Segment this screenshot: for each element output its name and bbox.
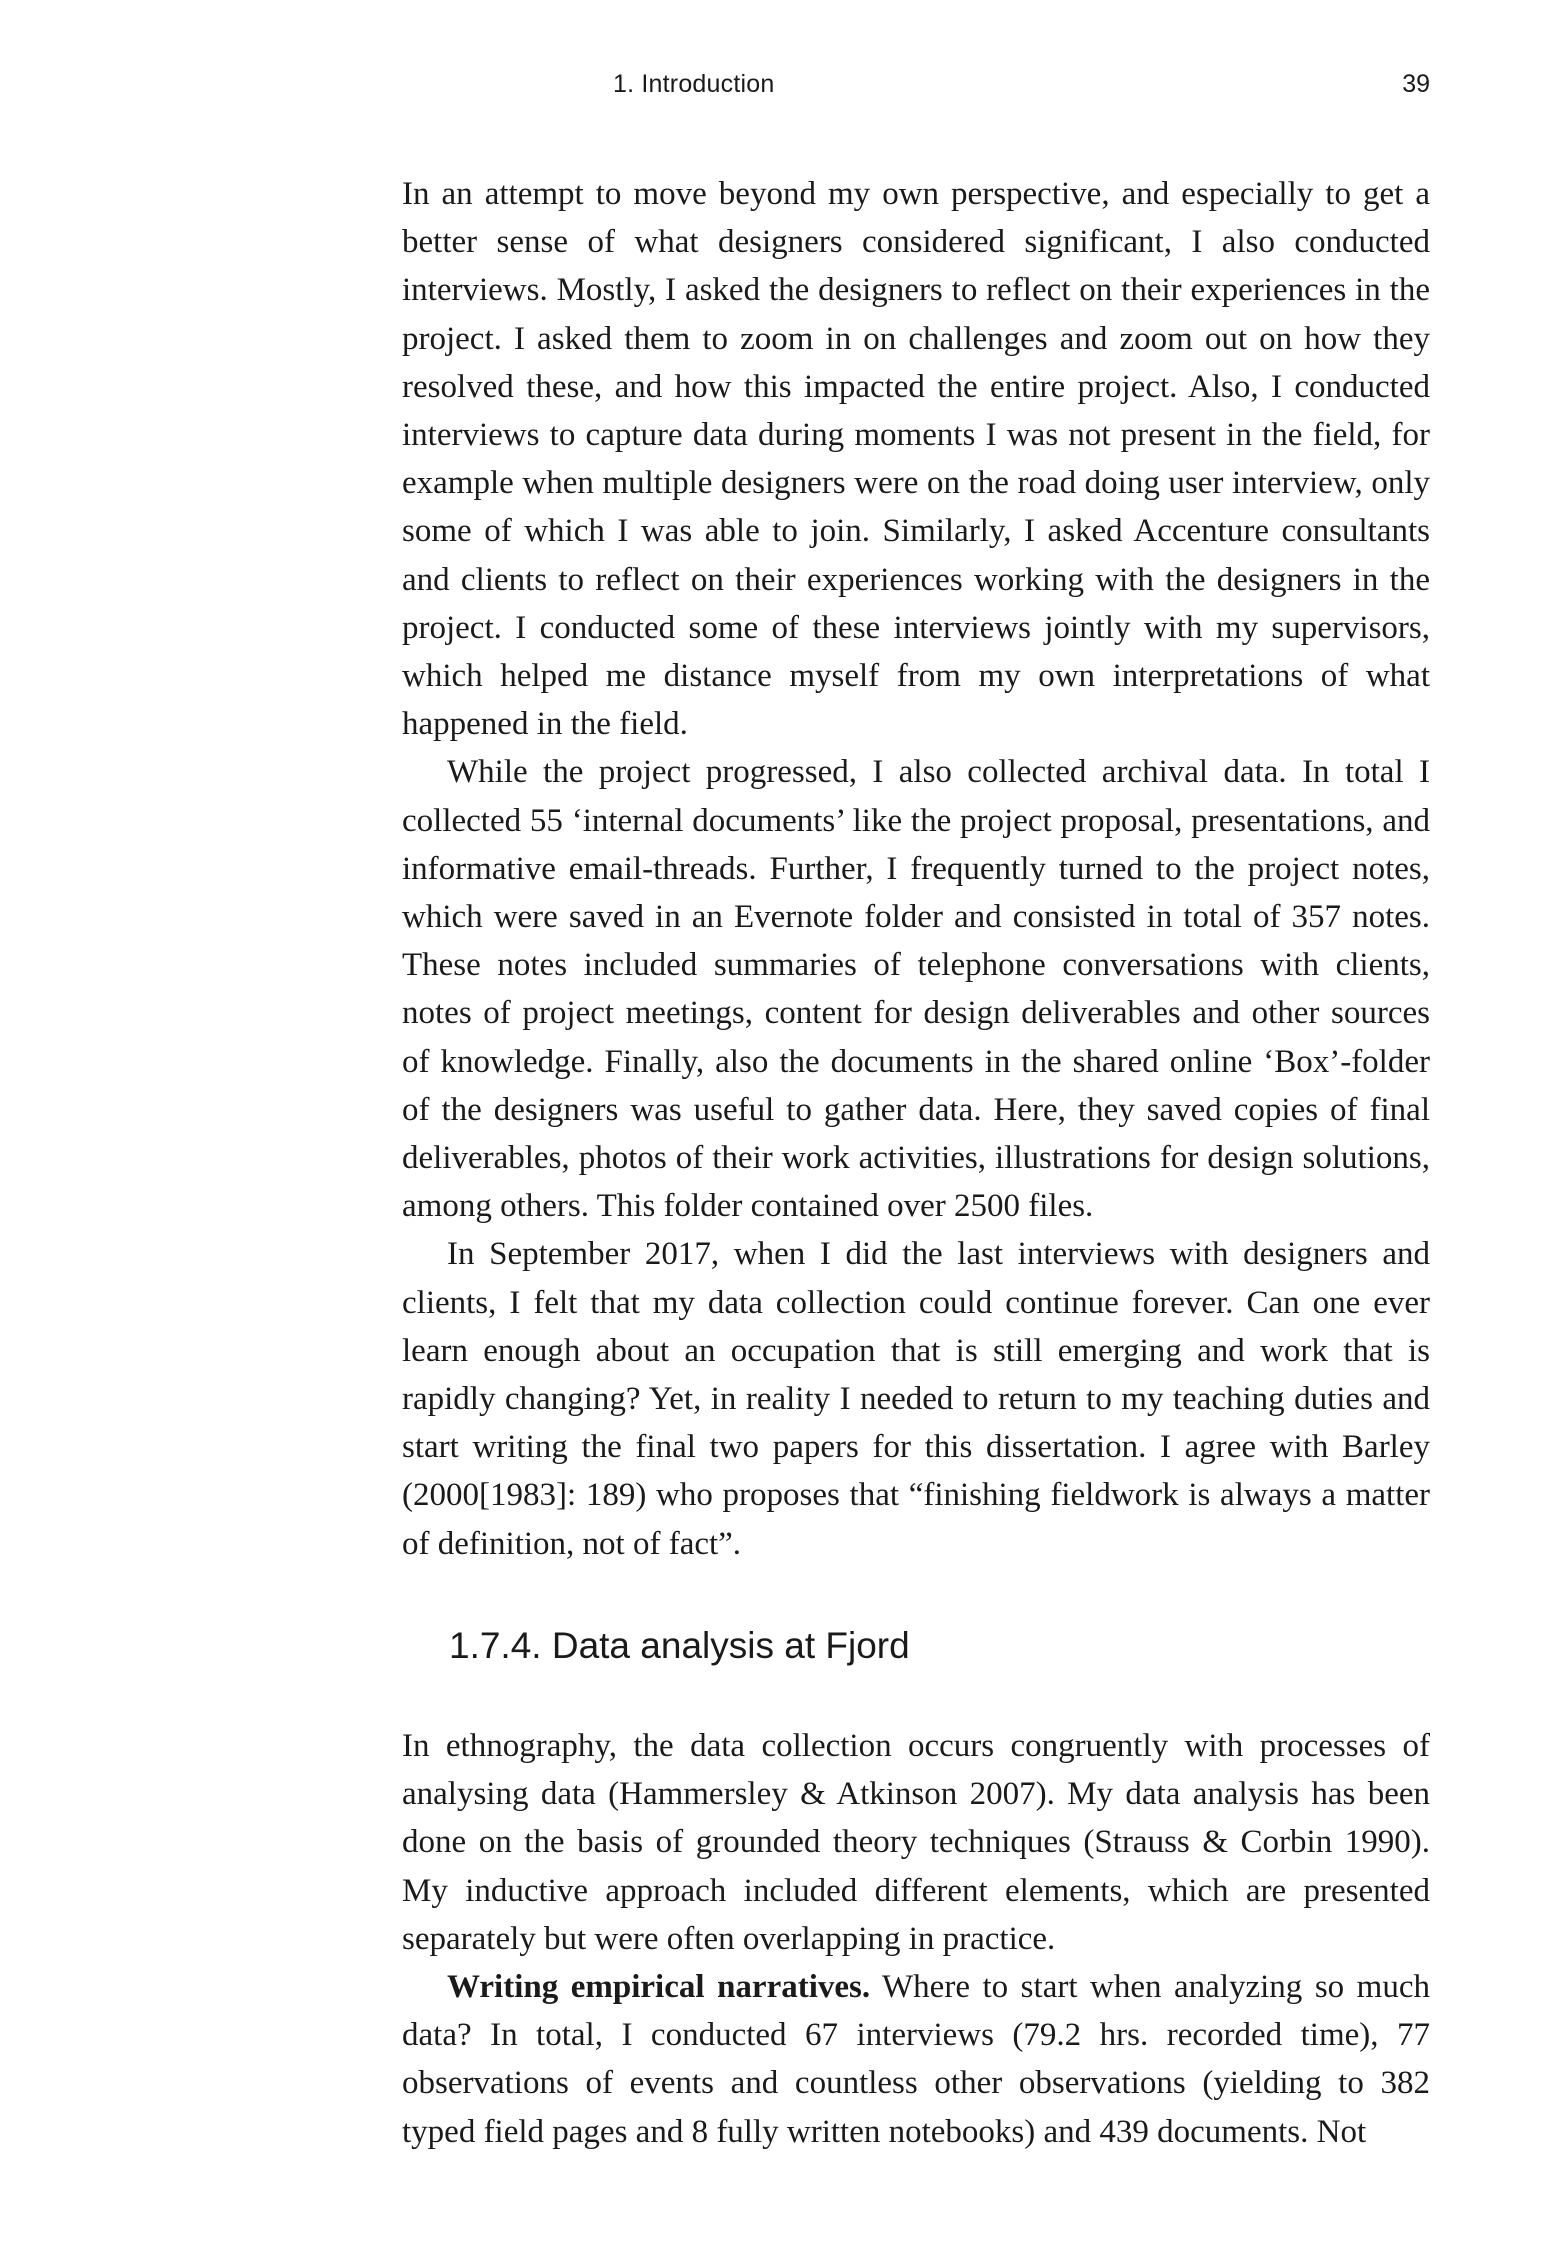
paragraph-data-analysis: In ethnography, the data collection occurs congruently with processes of analysing data (Hammersley & Atkinson 2007). My data analysis has been done on the basis of grounded theory techniques (Strauss & Corbin 1990). My inductive approach included different elements, which are presented separately but were often overlapping in practice.: [402, 1727, 1430, 1957]
paragraph-data-collection-end: In September 2017, when I did the last interviews with designers and clients, I felt that my data collection could continue forever. Can one ever learn enough about an occupation that is still emerging and work that is rapidly changing? Yet, in reality I needed to return to my teaching duties and start writing the final two papers for this dissertation. I agree with Barley (2000[1983]: 189) who proposes that “finishing fieldwork is always a matter of definition, not of fact”.: [402, 1236, 1430, 1562]
body-text: [402, 170, 1430, 2156]
paragraph-empirical-narratives: [402, 1963, 1430, 2156]
page-header: [402, 62, 1430, 102]
paragraph-empirical-narratives-text: Where to start when analyzing so much data? In total, I conducted 67 interviews (79.2 hrs. recorded time), 77 observations of events and countless other observations (yielding to 382 typed field pages and 8 fully written notebooks) and 439 documents. Not: [402, 1968, 1430, 2150]
section-heading: 1.7.4. Data analysis at Fjord: [449, 1624, 910, 1666]
paragraph-interviews: In an attempt to move beyond my own perspective, and especially to get a better sense of what designers considered significant, I also conducted interviews. Mostly, I asked the designers to reflect on their experiences in the project. I asked them to zoom in on challenges and zoom out on how they resolved these, and how this impacted the entire project. Also, I conducted interviews to capture data during moments I was not present in the field, for example when multiple designers were on the road doing user interview, only some of which I was able to join. Similarly, I asked Accenture consultants and clients to reflect on their experiences working with the designers in the project. I conducted some of these interviews jointly with my supervisors, which helped me distance myself from my own interpretations of what happened in the field.: [402, 176, 1430, 743]
run-in-heading: Writing empirical narratives.: [447, 1968, 871, 2005]
page-number: 39: [1402, 70, 1430, 98]
paragraph-archival-data: While the project progressed, I also collected archival data. In total I collected 55 ‘internal documents’ like the project proposal, presentations, and informative email-threads. Further, I frequently turned to the project notes, which were saved in an Evernote folder and consisted in total of 357 notes. These notes included summaries of telephone conversations with clients, notes of project meetings, content for design deliverables and other sources of knowledge. Finally, also the documents in the shared online ‘Box’-folder of the designers was useful to gather data. Here, they saved copies of final deliverables, photos of their work activities, illustrations for design solutions, among others. This folder contained over 2500 files.: [402, 754, 1430, 1225]
running-head: 1. Introduction: [613, 70, 775, 98]
